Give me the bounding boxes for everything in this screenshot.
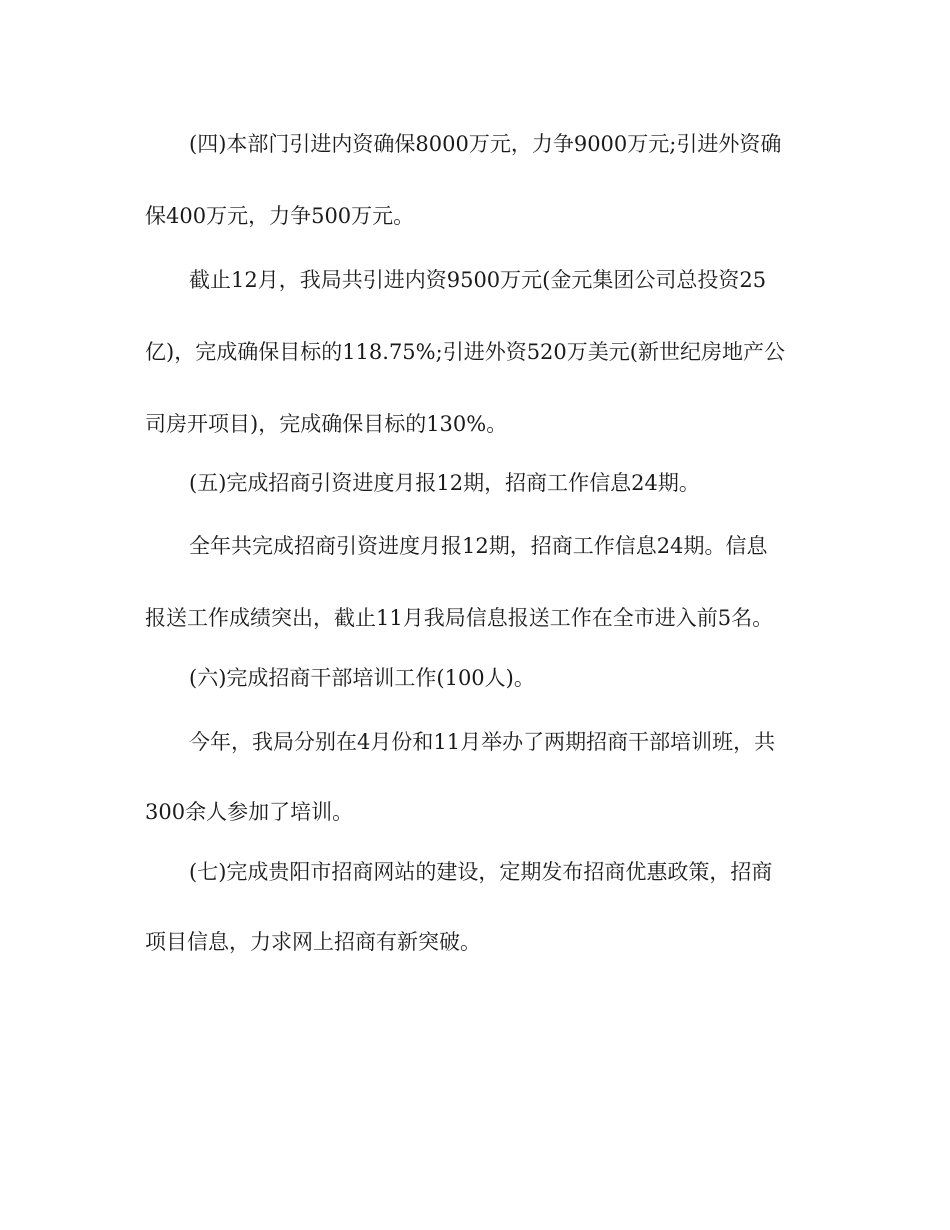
paragraph-line: 项目信息，力求网上招商有新突破。: [145, 930, 481, 954]
paragraph-line: (六)完成招商干部培训工作(100人)。: [189, 666, 535, 690]
paragraph-line: (七)完成贵阳市招商网站的建设，定期发布招商优惠政策，招商: [189, 860, 773, 884]
paragraph-line: (五)完成招商引资进度月报12期，招商工作信息24期。: [189, 471, 700, 495]
paragraph-line: 截止12月，我局共引进内资9500万元(金元集团公司总投资25: [189, 268, 767, 292]
paragraph-line: 300余人参加了培训。: [145, 800, 354, 824]
paragraph-line: 报送工作成绩突出，截止11月我局信息报送工作在全市进入前5名。: [145, 606, 774, 630]
paragraph-line: 亿)，完成确保目标的118.75%;引进外资520万美元(新世纪房地产公: [145, 340, 785, 364]
paragraph-line: 今年，我局分别在4月份和11月举办了两期招商干部培训班，共: [189, 730, 776, 754]
paragraph-line: 司房开项目)，完成确保目标的130%。: [145, 412, 508, 436]
paragraph-line: 保400万元，力争500万元。: [145, 204, 415, 228]
paragraph-line: (四)本部门引进内资确保8000万元，力争9000万元;引进外资确: [189, 132, 782, 156]
paragraph-line: 全年共完成招商引资进度月报12期，招商工作信息24期。信息: [189, 534, 768, 558]
